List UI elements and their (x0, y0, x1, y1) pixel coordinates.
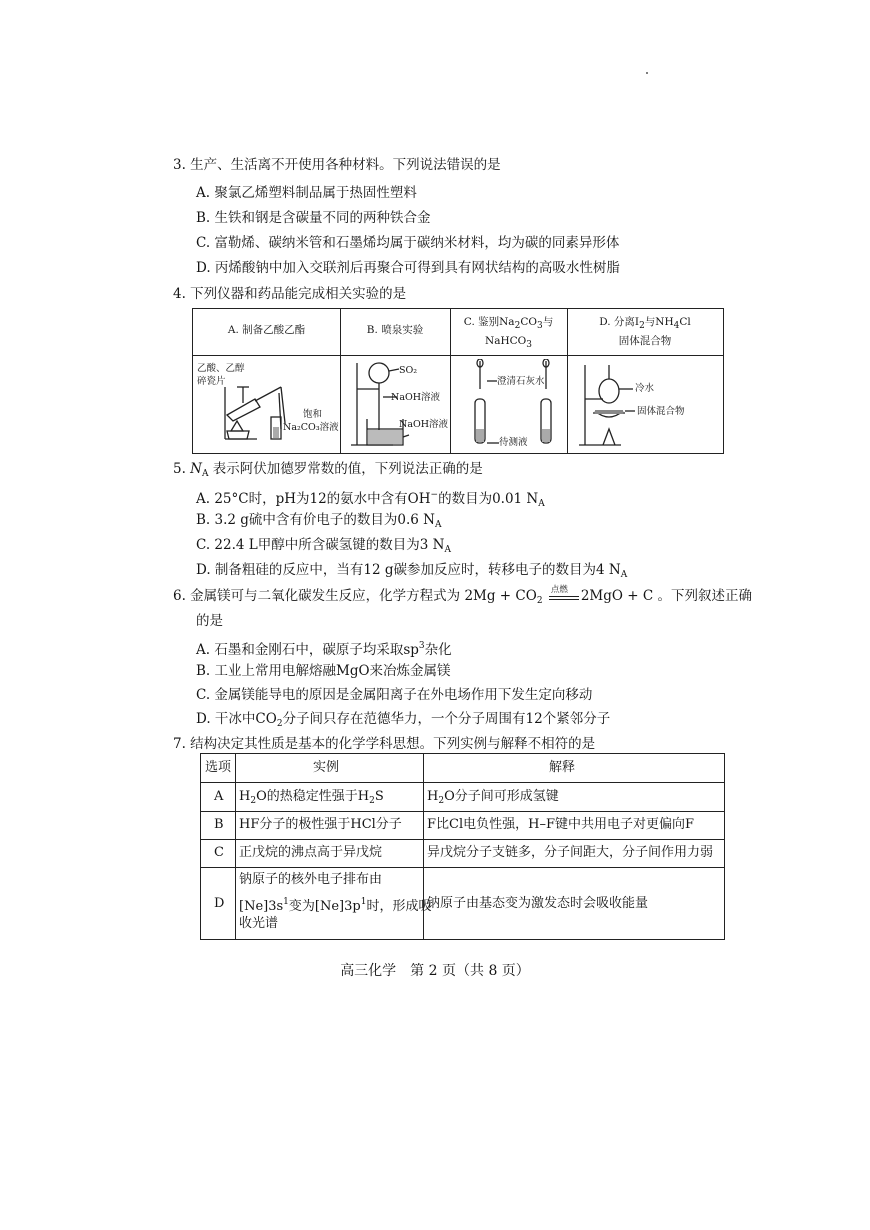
q3-option-b: B. 生铁和钢是含碳量不同的两种铁合金 (196, 210, 431, 226)
q3-stem: 3. 生产、生活离不开使用各种材料。下列说法错误的是 (173, 157, 501, 173)
q6-stem: 6. 金属镁可与二氧化碳发生反应，化学方程式为 $2Mg + CO_2$ 点燃 2MgO + C 。下列叙述正确 (173, 584, 752, 606)
page-footer: 高三化学 第 2 页（共 8 页） (340, 963, 530, 979)
label-test-solution: 待测液 (499, 437, 528, 448)
row-d-option: D (214, 896, 225, 911)
header-option: 选项 (205, 760, 232, 775)
label-porcelain: 碎瓷片 (197, 376, 226, 387)
label-naoh-1: NaOH溶液 (391, 392, 441, 403)
row-divider (201, 839, 724, 840)
q3-option-d: D. 丙烯酸钠中加入交联剂后再聚合可得到具有网状结构的高吸水性树脂 (196, 260, 620, 276)
header-example: 实例 (313, 760, 340, 775)
q5-option-c: C. 22.4 L甲醇中所含碳氢键的数目为3 $N_A$ (196, 537, 451, 555)
q5-option-d: D. 制备粗硅的反应中，当有12 g碳参加反应时，转移电子的数目为4 $N_A$ (196, 562, 628, 580)
row-b-example: HF分子的极性强于HCl分子 (239, 817, 402, 832)
row-b-explanation: F比Cl电负性强，H–F键中共用电子对更偏向F (427, 817, 695, 832)
q3-option-a: A. 聚氯乙烯塑料制品属于热固性塑料 (196, 185, 417, 201)
q3-option-c: C. 富勒烯、碳纳米管和石墨烯均属于碳纳米材料，均为碳的同素异形体 (196, 235, 620, 251)
row-divider (201, 782, 724, 783)
scan-speck (646, 72, 648, 74)
label-solid-mixture: 固体混合物 (637, 406, 685, 417)
row-a-option: A (214, 789, 224, 804)
row-a-example: $H_2O$的热稳定性强于$H_2S$ (239, 789, 384, 806)
row-d-example-line2: $[Ne]3s^1$变为$[Ne]3p^1$时，形成吸 (239, 897, 432, 914)
apparatus-b-title: B. 喷泉实验 (366, 324, 424, 336)
fountain-apparatus-diagram (343, 359, 448, 451)
q6-option-c: C. 金属镁能导电的原因是金属阳离子在外电场作用下发生定向移动 (196, 687, 593, 703)
label-so2: SO₂ (399, 365, 418, 376)
row-b-option: B (214, 817, 224, 832)
q7-table (200, 753, 725, 940)
row-d-example-line3: 收光谱 (239, 916, 279, 931)
q6-option-b: B. 工业上常用电解熔融MgO来冶炼金属镁 (196, 663, 451, 679)
row-c-explanation: 异戊烷分子支链多，分子间距大，分子间作用力弱 (427, 845, 714, 860)
q7-stem: 7. 结构决定其性质是基本的化学学科思想。下列实例与解释不相符的是 (173, 736, 596, 752)
q5-stem: 5. $N_A$ 表示阿伏加德罗常数的值，下列说法正确的是 (173, 461, 483, 479)
q4-stem: 4. 下列仪器和药品能完成相关实验的是 (173, 286, 407, 302)
header-explanation: 解释 (549, 760, 576, 775)
apparatus-table (192, 308, 724, 454)
label-saturated: 饱和 (303, 409, 323, 420)
row-divider (201, 811, 724, 812)
row-d-example-line1: 钠原子的核外电子排布由 (239, 872, 383, 887)
q6-stem-cont: 的是 (196, 613, 223, 629)
row-divider (193, 355, 723, 356)
label-cold-water: 冷水 (635, 383, 655, 394)
row-a-explanation: $H_2O$分子间可形成氢键 (427, 789, 559, 806)
q5-option-a: A. 25°C时，pH为12的氨水中含有OH−的数目为0.01 $N_A$ (196, 490, 545, 509)
apparatus-c-title: C. 鉴别Na2CO3与 NaHCO3 (463, 316, 554, 350)
apparatus-d-title: D. 分离I2与NH4Cl 固体混合物 (599, 316, 691, 347)
apparatus-a-title: A. 制备乙酸乙酯 (227, 324, 306, 336)
label-naoh-2: NaOH溶液 (399, 419, 449, 430)
row-c-option: C (214, 845, 224, 860)
separation-apparatus-diagram (573, 359, 723, 451)
label-na2co3: Na₂CO₃溶液 (283, 422, 339, 433)
row-d-explanation: 钠原子由基态变为激发态时会吸收能量 (427, 896, 649, 911)
q5-option-b: B. 3.2 g硫中含有价电子的数目为0.6 $N_A$ (196, 512, 442, 530)
q6-option-a: A. 石墨和金刚石中，碳原子均采取$sp^3$杂化 (196, 641, 452, 658)
label-acid-alcohol: 乙酸、乙醇 (197, 363, 245, 374)
row-c-example: 正戊烷的沸点高于异戊烷 (239, 845, 383, 860)
q6-option-d: D. 干冰中$CO_2$分子间只存在范德华力，一个分子周围有12个紧邻分子 (196, 711, 611, 729)
reaction-arrow: 点燃 (549, 590, 579, 604)
label-limewater: 澄清石灰水 (497, 376, 545, 387)
row-divider (201, 867, 724, 868)
